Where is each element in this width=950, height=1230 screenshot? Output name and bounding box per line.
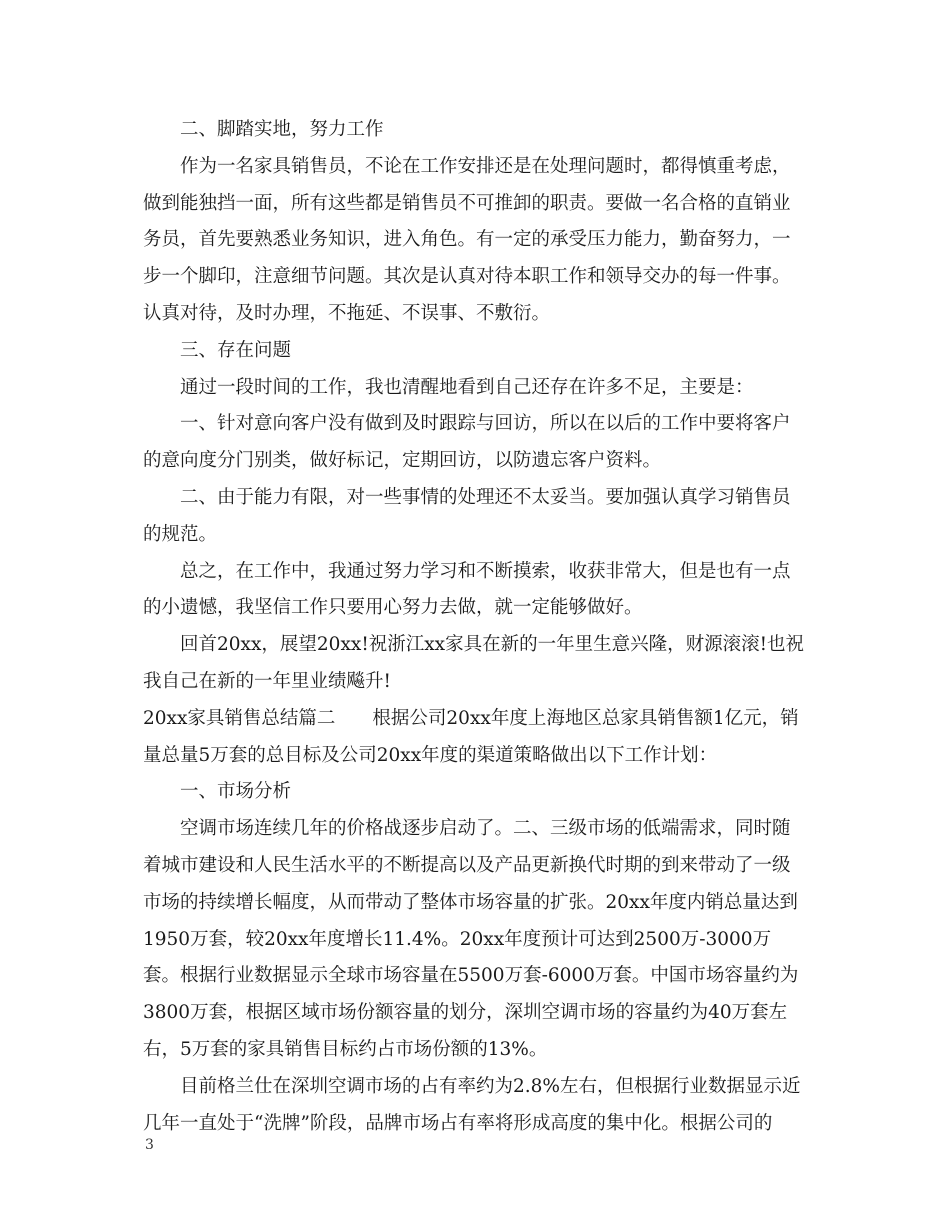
paragraph: 目前格兰仕在深圳空调市场的占有率约为2.8%左右，但根据行业数据显示近几年一直处于“洗牌”阶段，品牌市场占有率将形成高度的集中化。根据公司的 bbox=[143, 1075, 801, 1134]
paragraph-heading-market-analysis: 一、市场分析 bbox=[180, 781, 292, 803]
paragraph: 一、针对意向客户没有做到及时跟踪与回访，所以在以后的工作中要将客户的意向度分门别类，做好标记，定期回访，以防遗忘客户资料。 bbox=[143, 413, 791, 472]
paragraph: 作为一名家具销售员，不论在工作安排还是在处理问题时，都得慎重考虑，做到能独挡一面，所有这些都是销售员不可推卸的职责。要做一名合格的直销业务员，首先要熟悉业务知识，进入角色。有一定的承受压力能力，勤奋努力，一步一个脚印，注意细节问题。其次是认真对待本职工作和领导交办的每一件事。认真对待，及时办理，不拖延、不误事、不敷衍。 bbox=[143, 155, 791, 324]
paragraph-heading-3: 三、存在问题 bbox=[180, 339, 292, 361]
paragraph: 回首20xx，展望20xx!祝浙江xx家具在新的一年里生意兴隆，财源滚滚!也祝我自己在新的一年里业绩飚升! bbox=[143, 634, 805, 692]
paragraph: 空调市场连续几年的价格战逐步启动了。二、三级市场的低端需求，同时随着城市建设和人民生活水平的不断提高以及产品更新换代时期的到来带动了一级市场的持续增长幅度，从而带动了整体市场容量的扩张。20xx年度内销总量达到1950万套，较20xx年度增长11.4%。20xx年度预计可达到2500万-3000万套。根据行业数据显示全球市场容量在5500万套-6000万套。中国市场容量约为3800万套，根据区域市场份额容量的划分，深圳空调市场的容量约为40万套左右，5万套的家具销售目标约占市场份额的13%。 bbox=[143, 818, 799, 1060]
paragraph: 通过一段时间的工作，我也清醒地看到自己还存在许多不足，主要是： bbox=[180, 376, 754, 398]
paragraph: 二、由于能力有限，对一些事情的处理还不太妥当。要加强认真学习销售员的规范。 bbox=[143, 486, 791, 545]
page-number: 3 bbox=[145, 1137, 154, 1153]
document-body bbox=[143, 112, 805, 1142]
section-title-part-two: 20xx家具销售总结篇二 根据公司20xx年度上海地区总家具销售额1亿元，销量总量5万套的总目标及公司20xx年度的渠道策略做出以下工作计划： bbox=[143, 707, 799, 766]
paragraph: 总之，在工作中，我通过努力学习和不断摸索，收获非常大，但是也有一点的小遗憾，我坚信工作只要用心努力去做，就一定能够做好。 bbox=[143, 560, 791, 619]
paragraph-heading-2: 二、脚踏实地，努力工作 bbox=[180, 119, 384, 140]
